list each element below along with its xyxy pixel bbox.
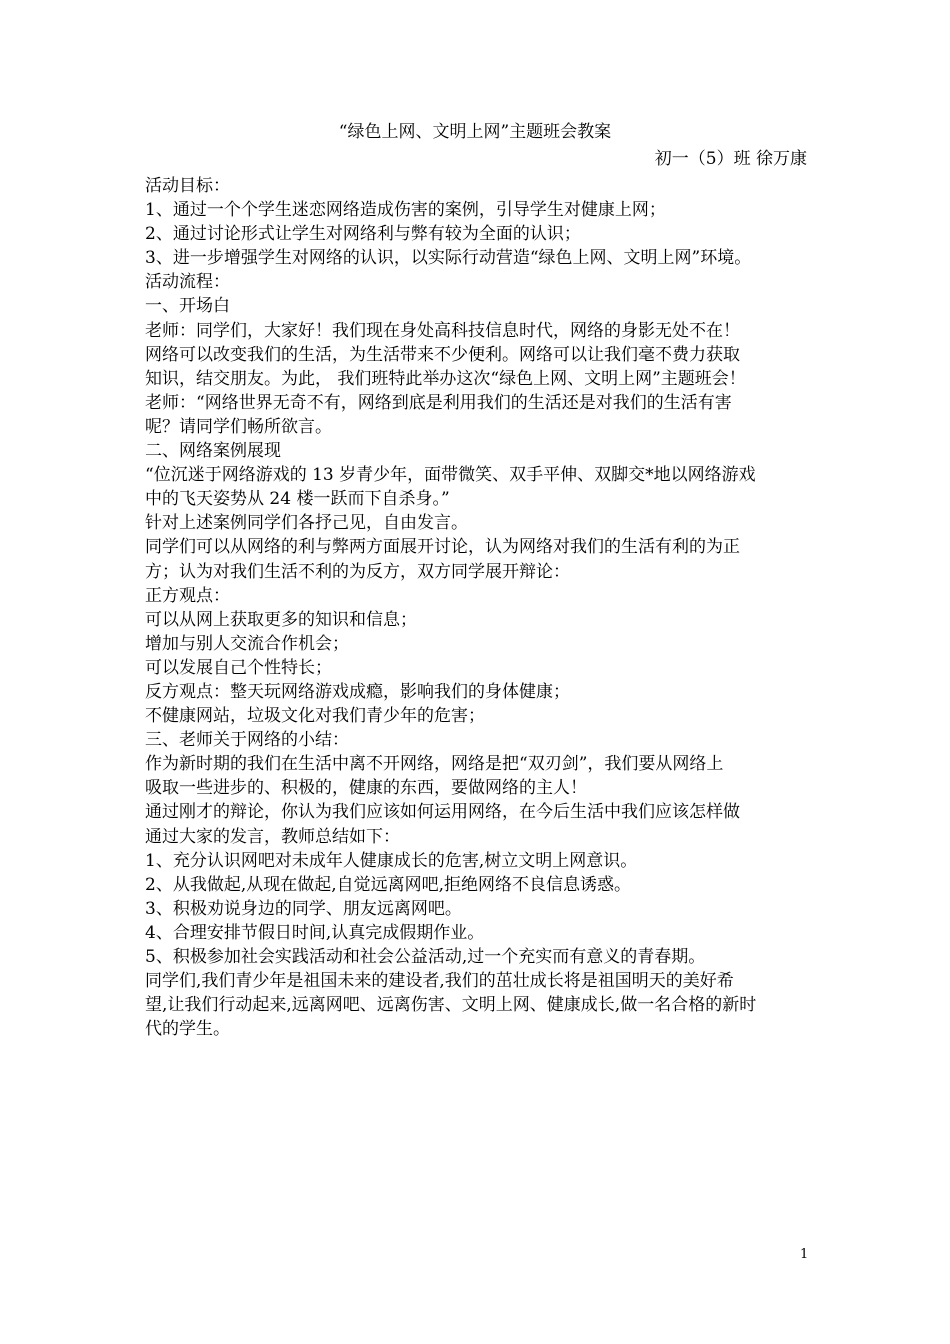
body-line: 同学们,我们青少年是祖国未来的建设者,我们的茁壮成长将是祖国明天的美好希 [145,971,734,992]
body-line: 1、通过一个个学生迷恋网络造成伤害的案例，引导学生对健康上网； [145,200,666,221]
body-line: 三、老师关于网络的小结： [145,730,349,751]
body-line: 活动流程： [145,272,230,293]
body-line: 增加与别人交流合作机会； [145,633,349,654]
body-line: 作为新时期的我们在生活中离不开网络，网络是把“双刃剑”，我们要从网络上 [145,754,724,775]
body-line: 一、开场白 [145,296,230,317]
body-line: 老师：“网络世界无奇不有，网络到底是利用我们的生活还是对我们的生活有害 [145,392,732,413]
body-line: 不健康网站，垃圾文化对我们青少年的危害； [145,706,485,727]
body-line: 方；认为对我们生活不利的为反方，双方同学展开辩论： [145,561,570,582]
body-line: 5、积极参加社会实践活动和社会公益活动,过一个充实而有意义的青春期。 [145,947,706,967]
body-line: 2、从我做起,从现在做起,自觉远离网吧,拒绝网络不良信息诱惑。 [145,874,632,895]
body-line: 活动目标： [145,176,230,196]
body-line: 1、充分认识网吧对未成年人健康成长的危害,树立文明上网意识。 [145,850,638,871]
body-line: 反方观点：整天玩网络游戏成瘾，影响我们的身体健康； [145,681,570,702]
body-line: 同学们可以从网络的利与弊两方面展开讨论，认为网络对我们的生活有利的为正 [145,537,740,558]
document-body [145,174,817,1041]
body-line: 呢？请同学们畅所欲言。 [145,416,332,437]
body-line: 2、通过讨论形式让学生对网络利与弊有较为全面的认识； [145,224,581,245]
body-line: “位沉迷于网络游戏的 13 岁青少年，面带微笑、双手平伸、双脚交*地以网络游戏 [145,465,756,486]
body-line: 可以从网上获取更多的知识和信息； [145,609,417,630]
body-line: 老师：同学们，大家好！我们现在身处高科技信息时代，网络的身影无处不在！ [145,320,740,341]
body-line: 针对上述案例同学们各抒己见，自由发言。 [145,513,468,534]
body-line: 3、进一步增强学生对网络的认识，以实际行动营造“绿色上网、文明上网”环境。 [145,248,752,269]
document-byline: 初一（5）班 徐万康 [654,149,807,169]
body-line: 知识，结交朋友。为此， 我们班特此举办这次“绿色上网、文明上网”主题班会！ [145,368,746,389]
body-line: 4、合理安排节假日时间,认真完成假期作业。 [145,922,485,943]
body-line: 中的飞天姿势从 24 楼一跃而下自杀身。” [145,489,450,510]
body-line: 可以发展自己个性特长； [145,657,332,678]
body-line: 通过大家的发言，教师总结如下： [145,826,400,847]
document-title: “绿色上网、文明上网”主题班会教案 [338,122,612,142]
body-line: 正方观点： [145,585,230,606]
body-line: 通过刚才的辩论，你认为我们应该如何运用网络，在今后生活中我们应该怎样做 [145,802,740,823]
body-line: 吸取一些进步的、积极的，健康的东西，要做网络的主人！ [145,778,587,799]
body-line: 二、网络案例展现 [145,441,281,462]
body-line: 望,让我们行动起来,远离网吧、远离伤害、文明上网、健康成长,做一名合格的新时 [145,995,757,1016]
body-line: 3、积极劝说身边的同学、朋友远离网吧。 [145,898,462,919]
body-line: 网络可以改变我们的生活，为生活带来不少便利。网络可以让我们毫不费力获取 [145,344,740,365]
page-number: 1 [800,1247,809,1262]
body-line: 代的学生。 [145,1019,230,1040]
